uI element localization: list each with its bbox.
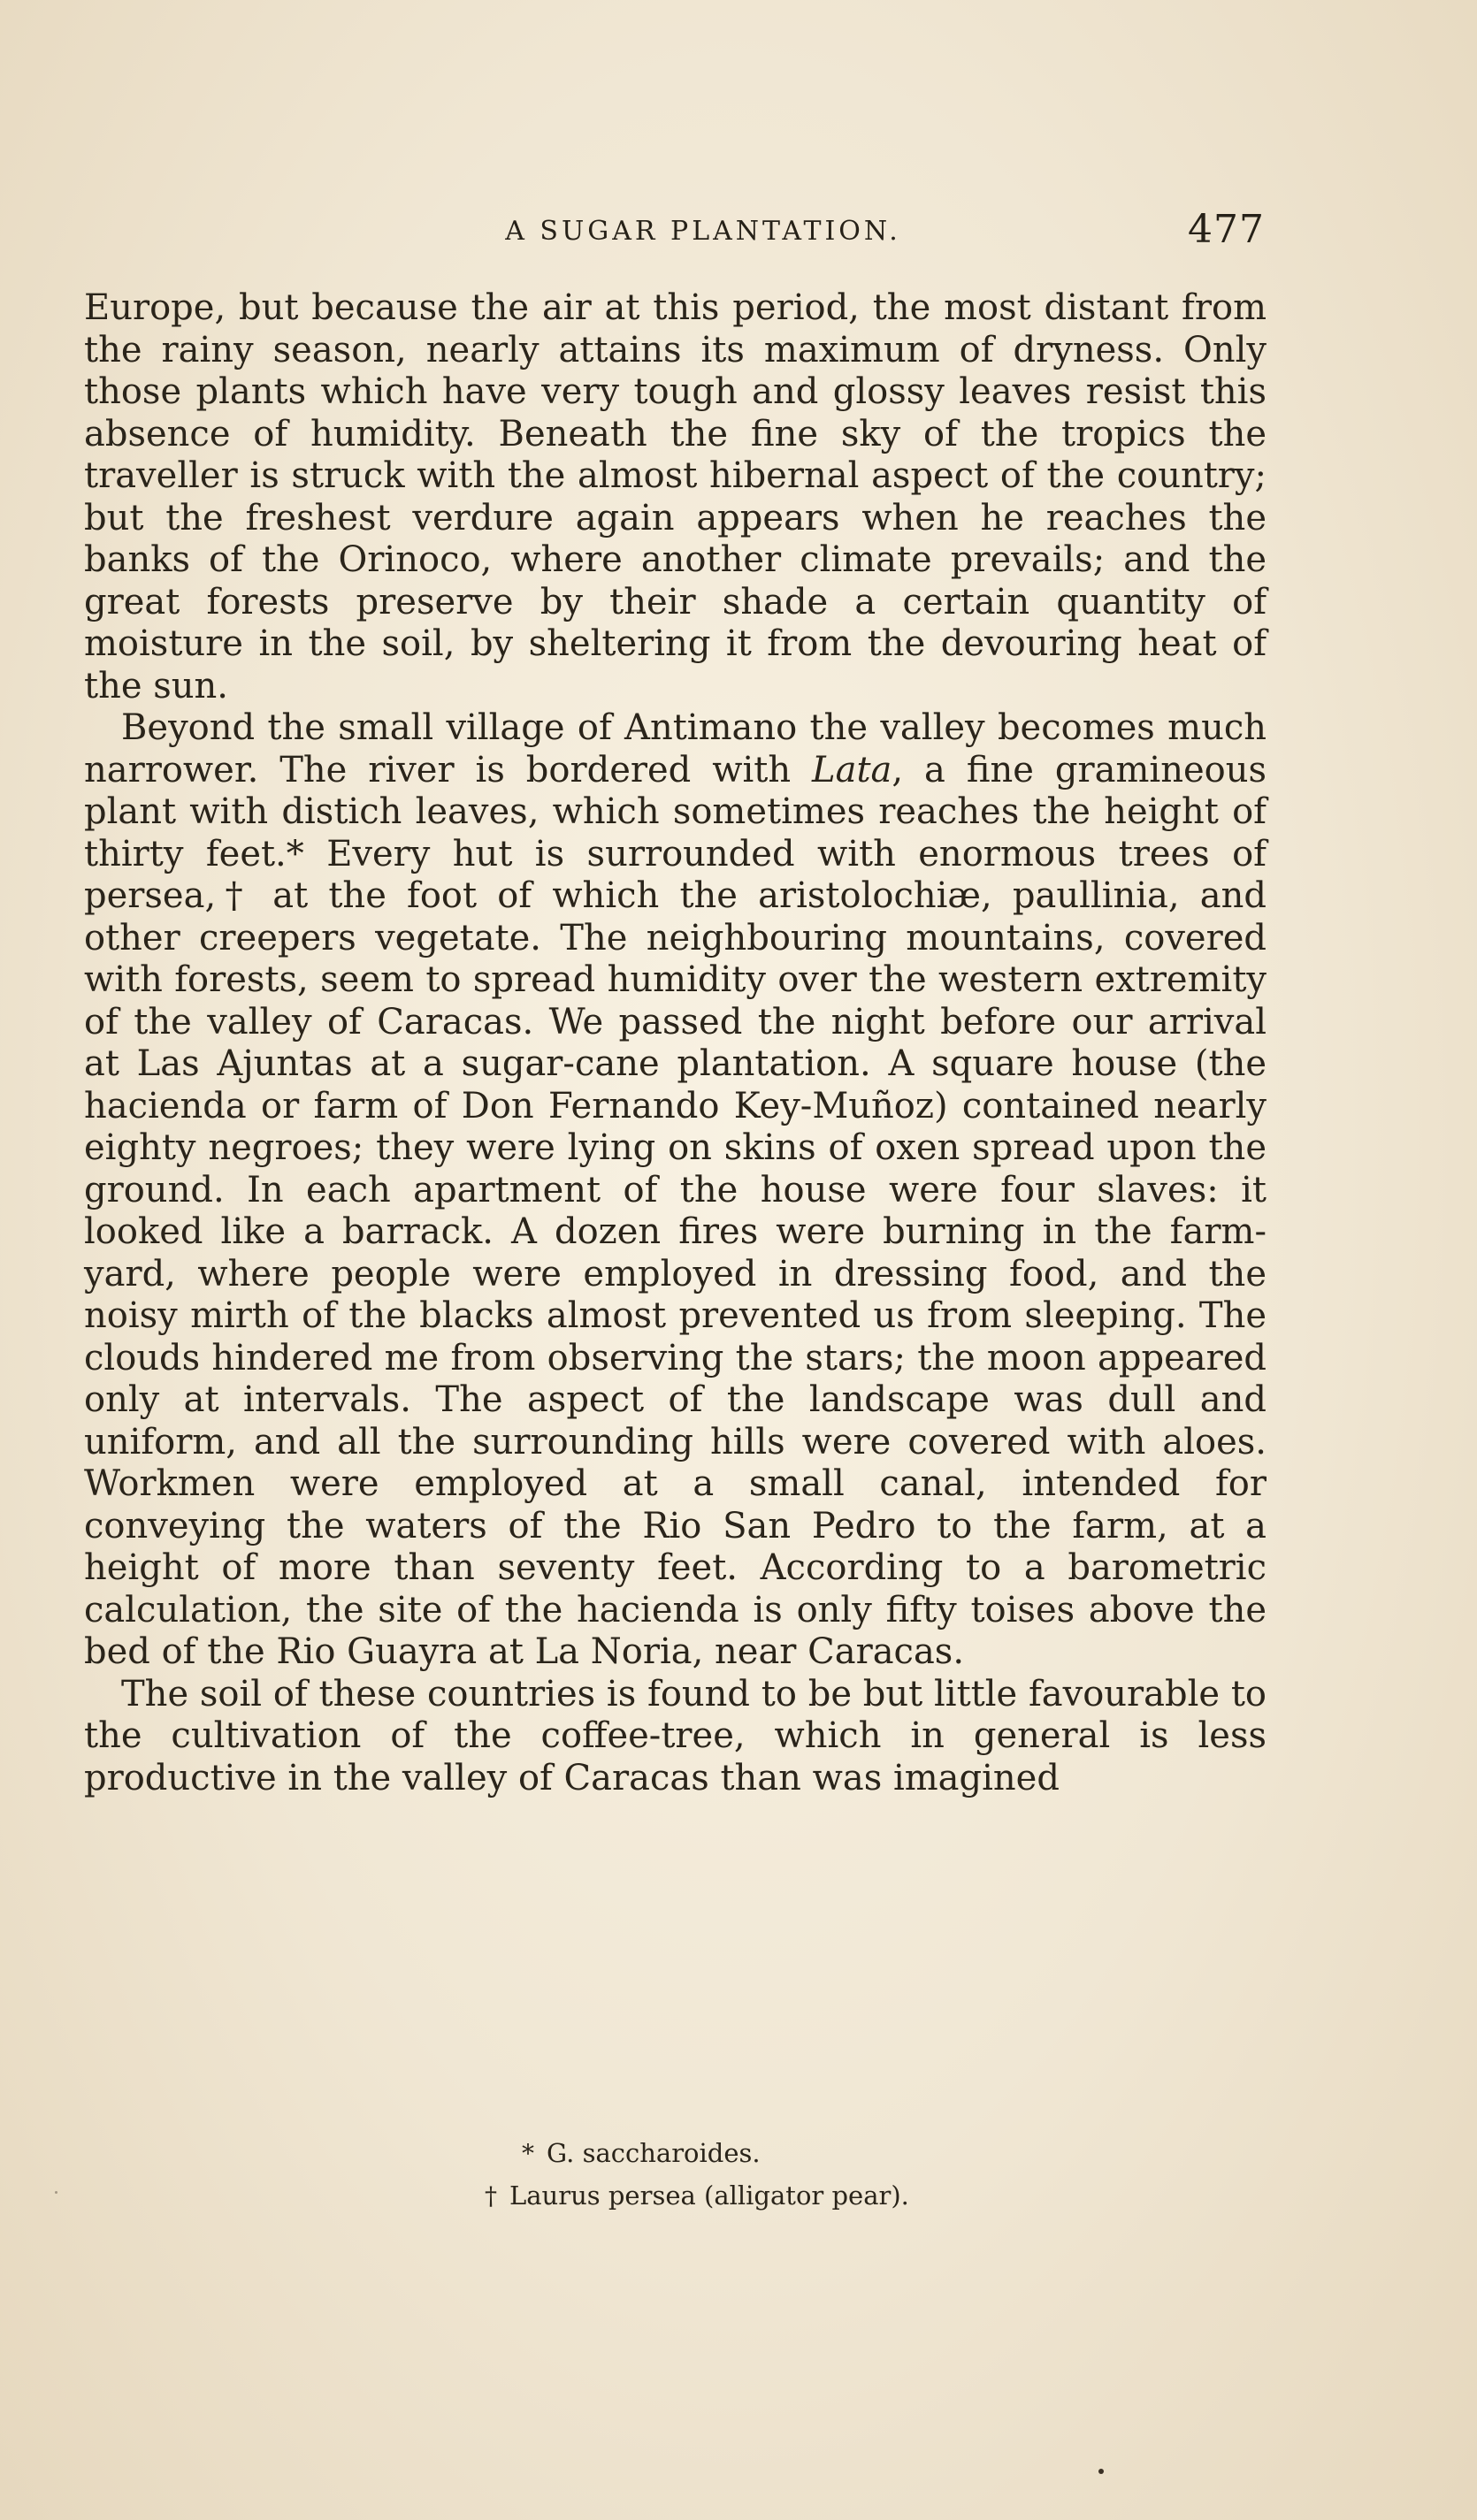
running-head: A SUGAR PLANTATION. [505,216,901,247]
footnote-2 [485,2173,909,2218]
footnote-1-text: G. saccharoides. [547,2138,761,2168]
paragraph-3: The soil of these countries is found to be but little favourable to the cultivation of the coffee-tree, which in general is less productive in the valley of Caracas than was imagined [84,1673,1267,1798]
footnote-2-text: Laurus persea (alligator pear). [509,2180,909,2211]
footnote-1 [522,2131,761,2176]
lata-italic: Lata [812,749,892,790]
paragraph-1: Europe, but because the air at this period, the most distant from the rainy season, nearly attains its maximum of dryness. Only those plants which have very tough and glossy leaves resist this absence of humidity. Beneath the fine sky of the tropics the traveller is struck with the almost hibernal aspect of the country; but the freshest verdure again appears when he reaches the banks of the Orinoco, where another climate prevails; and the great forests preserve by their shade a certain quantity of moisture in the soil, by sheltering it from the devouring heat of the sun. [84,287,1267,706]
body-text [84,287,1267,1799]
paragraph-2 [84,707,1267,1674]
footnote-1-mark: * [522,2139,534,2168]
paper-speck [55,2191,57,2194]
page-header [142,207,1265,260]
paragraph-2-part-b: , a fine gramineous plant with distich leaves, which sometimes reaches the height of thirty feet.* Every hut is surrounded with enormous trees of persea,† at the foot of which the aristolochiæ, paullinia, and other creepers vegetate. The neighbouring mountains, covered with forests, seem to spread humidity over the western extremity of the valley of Caracas. We passed the night before our arrival at Las Ajuntas at a sugar-cane plantation. A square house (the hacienda or farm of Don Fernando Key-Muñoz) contained nearly eighty negroes; they were lying on skins of oxen spread upon the ground. In each apartment of the house were four slaves: it looked like a barrack. A dozen fires were burning in the farm-yard, where people were employed in dressing food, and the noisy mirth of the blacks almost prevented us from sleeping. The clouds hindered me from observing the stars; the moon appeared only at intervals. The aspect of the landscape was dull and uniform, and all the surrounding hills were covered with aloes. Workmen were employed at a small canal, intended for conveying the waters of the Rio San Pedro to the farm, at a height of more than seventy feet. According to a barometric calculation, the site of the hacienda is only fifty toises above the bed of the Rio Guayra at La Noria, near Caracas. [84,749,1267,1672]
page-number: 477 [1188,207,1265,252]
footnote-2-mark: † [485,2181,497,2211]
paper-speck [1098,2469,1104,2474]
paragraph-2-part-a: Beyond the small village of Antimano the valley becomes much narrower. The river is bordered with [84,707,1267,790]
